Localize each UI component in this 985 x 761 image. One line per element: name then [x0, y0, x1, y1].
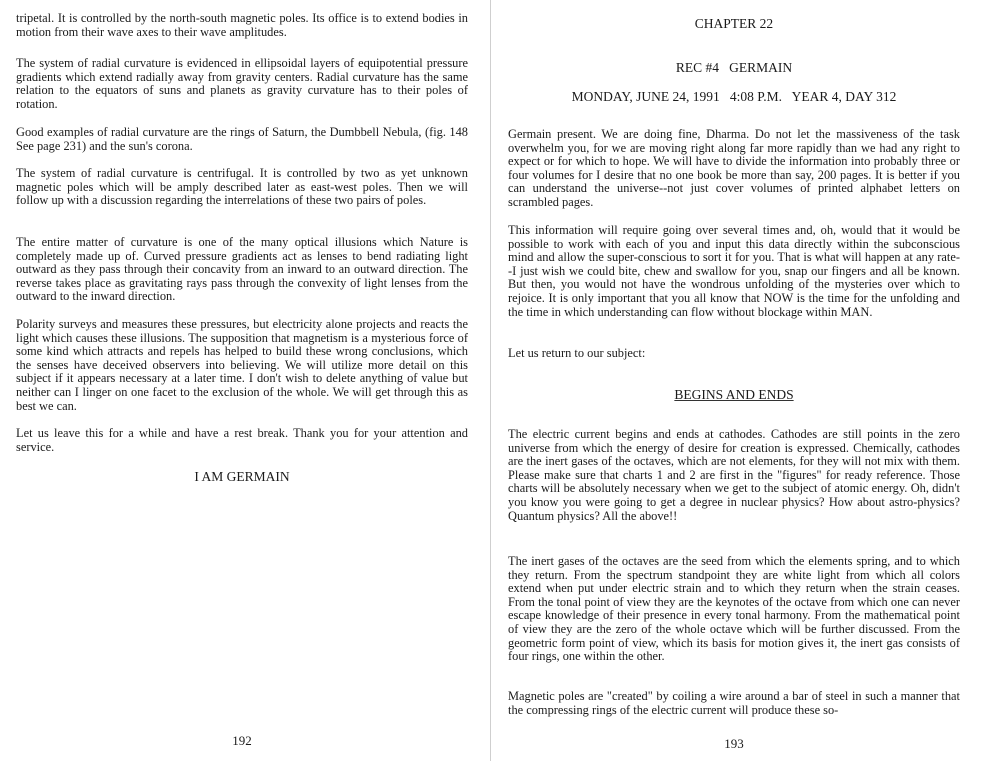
- left-paragraph-7: Let us leave this for a while and have a rest break. Thank you for your attention and service.: [16, 426, 468, 454]
- left-paragraph-5: The entire matter of curvature is one of the many optical illusions which Nature is completely made up of. Curved pressure gradients act as lenses to bend radiating light outward as they pass through their concavity from an inward to an outward direction. The reverse takes place as gravitating rays pass through the convexity of light lenses from the outward to the inward direction.: [16, 235, 468, 304]
- right-paragraph-4: The electric current begins and ends at cathodes. Cathodes are still points in the zero universe from which the energy of desire for creation is expressed. Chemically, cathodes are the inert gases of the octaves, which are not elements, for they will not mix with them. Please make sure that charts 1 and 2 are first in the "figures" for ready reference. Those charts will be absolutely necessary when we get to the subject of atomic energy. Oh, didn't you know you were going to get a degree in nuclear physics? How about astro-physics? Quantum physics? All the above!!: [508, 427, 960, 523]
- left-paragraph-4: The system of radial curvature is centrifugal. It is controlled by two as yet unknown magnetic poles which will be amply described later as east-west poles. Then we will follow up with a discussion regarding the interrelations of these two pairs of poles.: [16, 166, 468, 208]
- right-paragraph-3: Let us return to our subject:: [508, 346, 646, 360]
- page-number-right: 193: [724, 736, 744, 751]
- signature: I AM GERMAIN: [194, 469, 290, 484]
- date-line: MONDAY, JUNE 24, 1991 4:08 P.M. YEAR 4, DAY 312: [571, 89, 897, 104]
- left-paragraph-6: Polarity surveys and measures these pressures, but electricity alone projects and reacts the light which causes these illusions. The supposition that magnetism is a mysterious force of some kind which attracts and repels has helped to build these wrong conclusions, which the senses have deceived observers into believing. We will utilize more detail on this subject if it appears necessary at a later time. I don't wish to delete anything of value but neither can I linger on one facet to the exclusion of the whole. We will get through this as best we can.: [16, 317, 468, 413]
- left-paragraph-2: The system of radial curvature is evidenced in ellipsoidal layers of equipotential pressure gradients which extend radially away from gravity centers. Radial curvature has the same relation to the equators of suns and planets as gravity curvature has to their poles of rotation.: [16, 56, 468, 111]
- left-page: [16, 0, 468, 761]
- page-gutter: [490, 0, 491, 761]
- right-paragraph-5: The inert gases of the octaves are the seed from which the elements spring, and to which they return. From the spectrum standpoint they are white light from which all colors extend when put under electric strain and to which they return when the strain ceases. From the tonal point of view they are the keynotes of the octave from which one can never escape knowledge of their presence in every tonal harmony. From the mathematical point of view they are the zero of the whole octave which will be further discussed. From the geometric form point of view, which its basis for motion gives it, the inert gas consists of four rings, one within the other.: [508, 554, 960, 664]
- section-heading: BEGINS AND ENDS: [674, 387, 794, 402]
- right-paragraph-2: This information will require going over several times and, oh, would that it would be possible to work with each of you and input this data directly within the subconscious mind and allow the super-conscious to sort it for you. That is what will happen at any rate--I just wish we could bite, chew and swallow for you, snap our fingers and all be known. But then, you would not have the wondrous unfolding of the mysteries over which to rejoice. It is only important that you all know that NOW is the time for the unfolding and the time in which understanding can flow without blockage within MAN.: [508, 223, 960, 319]
- left-paragraph-1: tripetal. It is controlled by the north-south magnetic poles. Its office is to extend bodies in motion from their wave axes to their wave amplitudes.: [16, 11, 468, 39]
- chapter-title: CHAPTER 22: [694, 16, 774, 31]
- page-number-left: 192: [232, 733, 252, 748]
- right-paragraph-1: Germain present. We are doing fine, Dharma. Do not let the massiveness of the task overwhelm you, for we are moving right along far more rapidly than we had any right to expect or for which to hope. We will have to divide the information into probably three or four volumes for I desire that no one book be more than say, 200 pages. It is better if you can understand the universe--not just cover volumes of printed alphabet letters on scrambled pages.: [508, 127, 960, 209]
- right-page: [508, 0, 960, 761]
- left-paragraph-3: Good examples of radial curvature are the rings of Saturn, the Dumbbell Nebula, (fig. 148 See page 231) and the sun's corona.: [16, 125, 468, 153]
- right-paragraph-6: Magnetic poles are "created" by coiling a wire around a bar of steel in such a manner that the compressing rings of the electric current will produce these so-: [508, 689, 960, 717]
- rec-line: REC #4 GERMAIN: [675, 60, 793, 75]
